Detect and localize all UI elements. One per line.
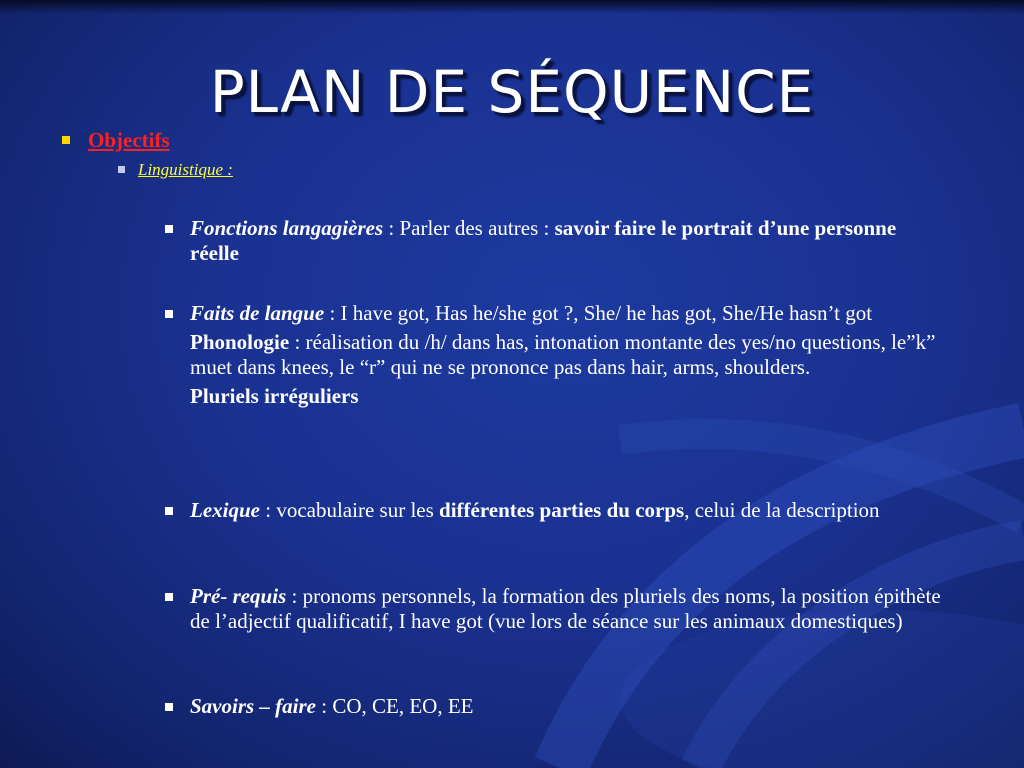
item-term: Fonctions langagières (190, 216, 384, 240)
slide-title: PLAN DE SÉQUENCE (209, 58, 815, 126)
item-term: Savoirs – faire (190, 694, 316, 718)
phonologie-paragraph (190, 330, 950, 380)
objectifs-bullet (62, 128, 170, 153)
item-text: vocabulaire sur les (276, 498, 440, 522)
pluriels-label: Pluriels irréguliers (190, 384, 359, 408)
phonologie-text: : réalisation du /h/ dans has, intonation montante des yes/no questions, le”k” muet dans knees, le “r” qui ne se prononce pas dans hair, arms, shoulders. (190, 330, 936, 379)
linguistique-label: Linguistique : (138, 160, 233, 179)
item-separator: : (316, 694, 333, 718)
item-term: Pré- requis (190, 584, 287, 608)
list-item-faits-de-langue (190, 301, 950, 409)
item-separator: : (259, 498, 277, 522)
square-bullet-icon (165, 507, 173, 515)
item-bold-text: savoir faire le portrait d’une personne réelle (190, 216, 897, 265)
item-separator: : (286, 584, 303, 608)
square-bullet-icon (165, 310, 173, 318)
square-bullet-icon (62, 136, 70, 144)
list-item-text (190, 584, 950, 634)
list-item-fonctions (190, 216, 950, 266)
top-dark-band (0, 0, 1024, 14)
item-separator: : Parler des autres : (383, 216, 555, 240)
linguistique-bullet (118, 160, 233, 180)
item-term: Faits de langue (190, 301, 325, 325)
item-text: CO, CE, EO, EE (332, 694, 474, 718)
list-item-lexique (190, 498, 950, 523)
square-bullet-icon (118, 166, 125, 173)
list-item-savoirs-faire (190, 694, 950, 719)
objectifs-label: Objectifs (88, 128, 170, 152)
item-term: Lexique (190, 498, 260, 522)
phonologie-label: Phonologie (190, 330, 290, 354)
list-item-pre-requis (190, 584, 950, 634)
item-separator: : (324, 301, 341, 325)
item-text: pronoms personnels, la formation des pluriels des noms, la position épithète de l’adjectif qualificatif, I have got (vue lors de séance sur les animaux domestiques) (190, 584, 941, 633)
pluriels-paragraph (190, 384, 950, 409)
item-text: I have got, Has he/she got ?, She/ he has got, She/He hasn’t got (340, 301, 873, 325)
item-text-after: , celui de la description (684, 498, 880, 522)
list-item-text (190, 216, 950, 266)
list-item-text (190, 694, 950, 719)
list-item-text (190, 301, 950, 326)
item-bold-text: différentes parties du corps (439, 498, 685, 522)
list-item-text (190, 498, 950, 523)
square-bullet-icon (165, 593, 173, 601)
square-bullet-icon (165, 703, 173, 711)
square-bullet-icon (165, 225, 173, 233)
